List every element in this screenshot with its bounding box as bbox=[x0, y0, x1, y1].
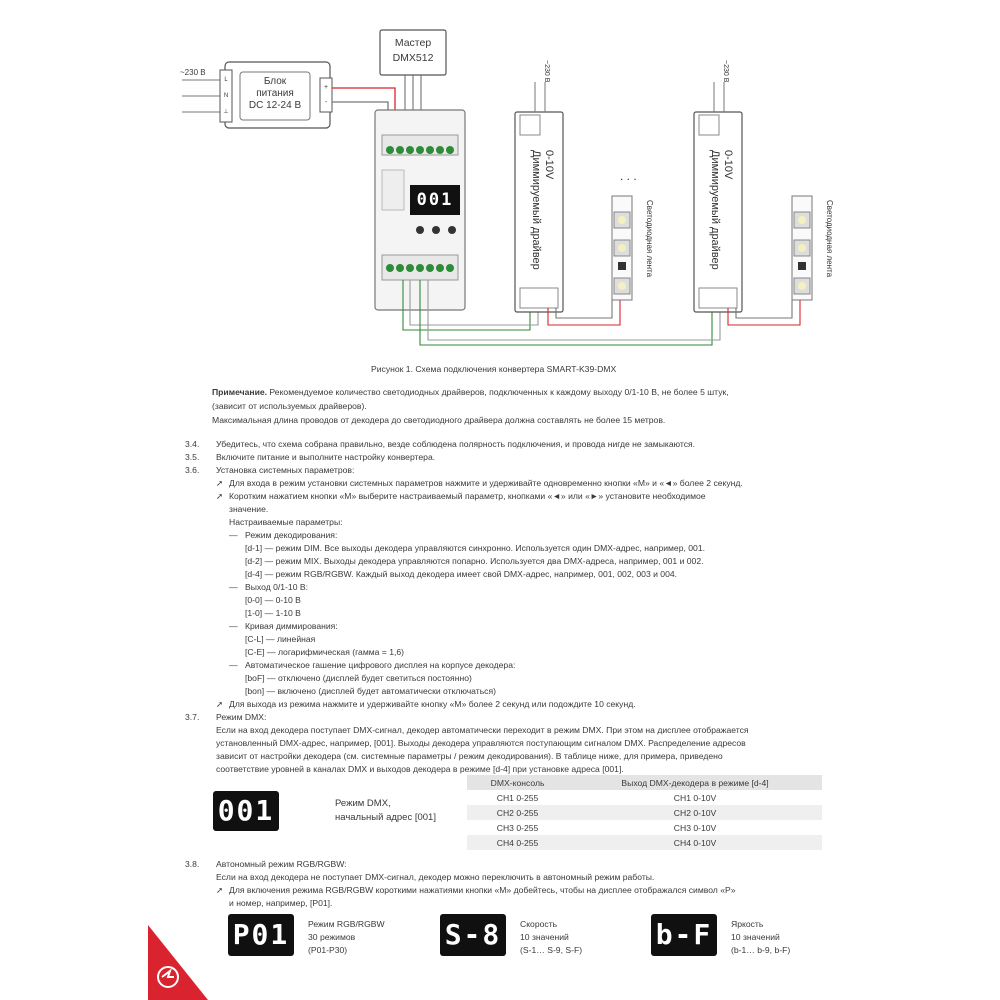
params-title: Настраиваемые параметры: bbox=[229, 517, 343, 527]
param-o0: [0-0] — 0-10 В bbox=[245, 595, 301, 605]
strip1-label: Светодиодная лента bbox=[645, 200, 654, 278]
param-d1: [d-1] — режим DIM. Все выходы декодера управляются синхронно. Используется один DMX-адрес, например, 001. bbox=[245, 543, 705, 553]
auto-display-label: (b-1… b-9, b-F) bbox=[731, 945, 791, 955]
param-mode-title: Режим декодирования: bbox=[245, 530, 338, 540]
param-auto-title: Автоматическое гашение цифрового дисплея на корпусе декодера: bbox=[245, 660, 516, 670]
driver1-title: 0-10V bbox=[543, 150, 555, 180]
table-header: DMX-консоль bbox=[467, 775, 568, 790]
step-number: 3.7. bbox=[185, 712, 200, 722]
auto-title: Автономный режим RGB/RGBW: bbox=[216, 859, 347, 869]
bullet-arrow-icon: ➚ bbox=[216, 885, 224, 895]
step-text: Установка системных параметров: bbox=[216, 465, 355, 475]
master-label: Мастер DMX512 bbox=[392, 37, 434, 64]
table-header-row bbox=[467, 775, 822, 790]
step-text: Убедитесь, что схема собрана правильно, везде соблюдена полярность подключения, и провода нигде не замыкаются. bbox=[216, 439, 696, 449]
dmx-paragraph: зависит от настройки декодера (см. системные параметры / режим декодирования). В таблице ниже, для примера, приведено bbox=[216, 751, 723, 761]
auto-display-label: Режим RGB/RGBW bbox=[308, 919, 385, 929]
driver2-power-label: ~230 В bbox=[722, 60, 729, 83]
table-row: CH2 0-255 CH2 0-10V bbox=[467, 805, 822, 820]
step-text: Включите питание и выполните настройку конвертера. bbox=[216, 452, 436, 462]
table-row: CH4 0-255 CH4 0-10V bbox=[467, 835, 822, 850]
dmx-display-label1: Режим DMX, bbox=[335, 798, 391, 809]
settings-bullet-1: Для входа в режим установки системных параметров нажмите и удерживайте одновременно кнопки «M» и «◄» более 2 секунд. bbox=[229, 478, 743, 488]
psu-label: Блок питания DC 12-24 В bbox=[248, 76, 302, 111]
auto-display-label: 30 режимов bbox=[308, 932, 356, 942]
bullet-arrow-icon: ➚ bbox=[216, 699, 224, 709]
brand-logo-corner bbox=[148, 925, 208, 1000]
dmx-table bbox=[467, 775, 822, 850]
param-d4: [d-4] — режим RGB/RGBW. Каждый выход декодера имеет свой DMX-адрес, например, 001, 002, 003 и 004. bbox=[245, 569, 678, 579]
dmx-title: Режим DMX: bbox=[216, 712, 267, 722]
auto-paragraph: Если на вход декодера не поступает DMX-сигнал, декодер можно переключить в автономный режим работы. bbox=[216, 872, 655, 882]
psu-input-terminals: L N ⊥ bbox=[223, 77, 229, 115]
wiring-diagram bbox=[0, 0, 1000, 360]
note-line1: Примечание. Рекомендуемое количество светодиодных драйверов, подключенных к каждому выходу 0/1-10 В, не более 5 штук, bbox=[212, 387, 729, 397]
param-o1: [1-0] — 1-10 В bbox=[245, 608, 301, 618]
table-row: CH3 0-255 CH3 0-10V bbox=[496, 822, 717, 833]
auto-bullet-cont: и номер, например, [P01]. bbox=[229, 898, 333, 908]
decoder-display: 001 bbox=[416, 190, 454, 210]
step-number: 3.6. bbox=[185, 465, 200, 475]
note-line2: (зависит от используемых драйверов). bbox=[212, 401, 367, 411]
auto-display-label: Скорость bbox=[520, 919, 558, 929]
param-output-title: Выход 0/1-10 В: bbox=[245, 582, 308, 592]
auto-display-brightness: b-F bbox=[651, 914, 717, 956]
step-number: 3.4. bbox=[185, 439, 200, 449]
dmx-paragraph: Если на вход декодера поступает DMX-сигнал, декодер автоматически переходит в режим DMX. При этом на дисплее отображается bbox=[216, 725, 749, 735]
dmx-paragraph: соответствие уровней в каналах DMX и выходов декодера в режиме [d-4] при установке адреса [001]. bbox=[216, 764, 624, 774]
driver2-title: 0-10V bbox=[722, 150, 734, 180]
param-d2: [d-2] — режим MIX. Выходы декодера управляются попарно. Используется два DMX-адреса, например, 001 и 002. bbox=[245, 556, 704, 566]
driver1-subtitle: Диммируемый драйвер bbox=[530, 150, 542, 270]
settings-bullet-2: Коротким нажатием кнопки «M» выберите настраиваемый параметр, кнопками «◄» или «►» установите необходимое bbox=[229, 491, 706, 501]
auto-bullet: Для включения режима RGB/RGBW короткими нажатиями кнопки «M» добейтесь, чтобы на дисплее отображался символ «P» bbox=[229, 885, 736, 895]
bullet-arrow-icon: ➚ bbox=[216, 478, 224, 488]
auto-display-label: 10 значений bbox=[520, 932, 569, 942]
figure-caption: Рисунок 1. Схема подключения конвертера SMART-K39-DMX bbox=[371, 364, 617, 374]
bullet-arrow-icon: ➚ bbox=[216, 491, 224, 501]
strip2-label: Светодиодная лента bbox=[825, 200, 834, 278]
step-number: 3.5. bbox=[185, 452, 200, 462]
note-line3: Максимальная длина проводов от декодера до светодиодного драйвера должна составлять не более 15 метров. bbox=[212, 415, 666, 425]
table-row: CH1 0-255 CH1 0-10V bbox=[496, 792, 717, 803]
table-header: Выход DMX-декодера в режиме [d-4] bbox=[568, 775, 822, 790]
driver-ellipsis: . . . bbox=[620, 169, 637, 183]
settings-bullet-3: Для выхода из режима нажмите и удерживайте кнопку «M» более 2 секунд или подождите 10 секунд. bbox=[229, 699, 636, 709]
dmx-display-label2: начальный адрес [001] bbox=[335, 812, 436, 823]
auto-display-label: Яркость bbox=[731, 919, 764, 929]
param-ce: [C-E] — логарифмическая (гамма = 1,6) bbox=[245, 647, 405, 657]
param-bof: [boF] — отключено (дисплей будет светиться постоянно) bbox=[245, 673, 472, 683]
driver1-power-label: ~230 В bbox=[543, 60, 550, 83]
dmx-paragraph: установленный DMX-адрес, например, [001]. Выходы декодера управляются поступающим сигналом DMX. Распределение адресов bbox=[216, 738, 746, 748]
dmx-display: 001 bbox=[213, 791, 279, 831]
param-curve-title: Кривая диммирования: bbox=[245, 621, 338, 631]
step-number: 3.8. bbox=[185, 859, 200, 869]
auto-display-mode: P01 bbox=[228, 914, 294, 956]
driver2-subtitle: Диммируемый драйвер bbox=[709, 150, 721, 270]
psu-power-label: ~230 В bbox=[180, 68, 206, 77]
param-cl: [C-L] — линейная bbox=[245, 634, 316, 644]
settings-bullet-2-cont: значение. bbox=[229, 504, 269, 514]
auto-display-label: (P01-P30) bbox=[308, 945, 348, 955]
auto-display-speed: S-8 bbox=[440, 914, 506, 956]
psu-output-terminals: + - bbox=[323, 84, 329, 106]
auto-display-label: (S-1… S-9, S-F) bbox=[520, 945, 583, 955]
param-bon: [bon] — включено (дисплей будет автоматически отключаться) bbox=[245, 686, 496, 696]
auto-display-label: 10 значений bbox=[731, 932, 780, 942]
